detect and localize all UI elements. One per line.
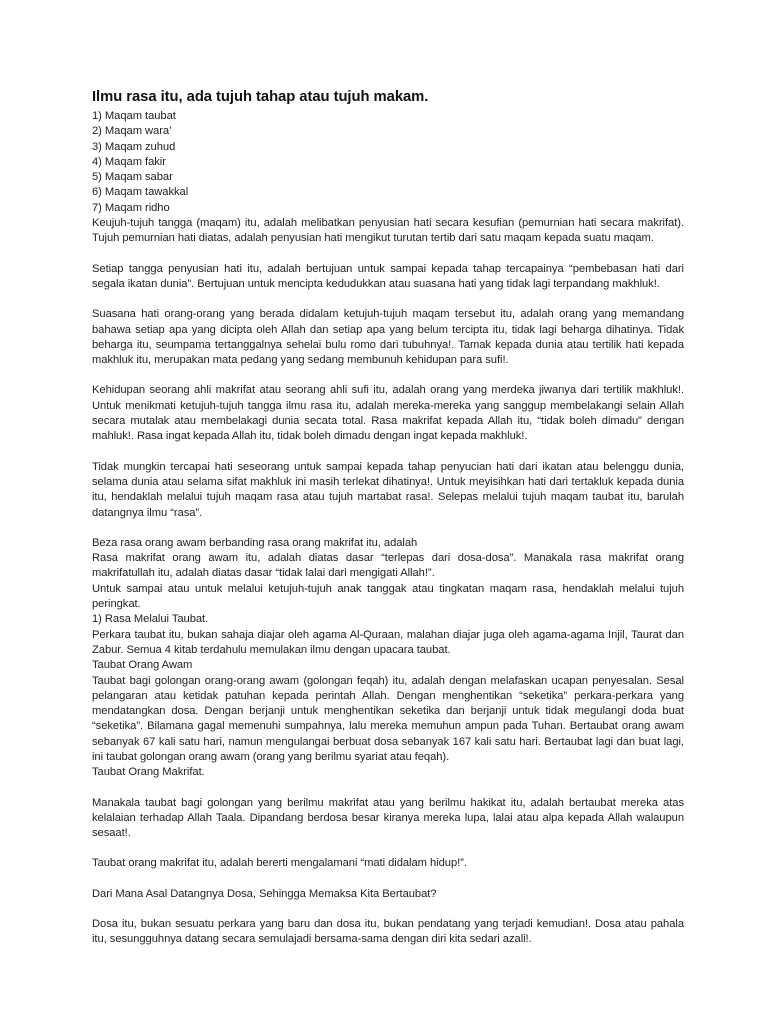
maqam-list — [92, 109, 684, 216]
heading-taubat-makrifat: Taubat Orang Makrifat. — [92, 766, 205, 779]
makrifat-meaning-paragraph: Taubat orang makrifat itu, adalah bererti mengalamani “mati didalam hidup!”. — [92, 857, 467, 870]
taubat-awam-paragraph: Taubat bagi golongan orang-orang awam (golongan feqah) itu, adalah dengan melafaskan ucapan penyesalan. Sesal pelangaran atau ketidak patuhan kepada perintah Allah. Dengan menghentikan “seketika” perkara-perkara yang mendatangkan dosa. Dengan berjanji untuk menghentikan seketika dan berjanji untuk tidak megulangi doda buat “seketika”. Bilamana gagal memenuhi sumpahnya, lalu mereka memuhun ampun pada Tuhan. Bertaubat orang awam sebanyak 67 kali satu hari, namun mengulangai berbuat dosa sebanyak 167 kali satu hari. Bertaubat lagi dan buat lagi, ini taubat golongan orang awam (orang yang berilmu syariat atau feqah). — [92, 674, 684, 763]
maqam-list-item: 3) Maqam zuhud — [92, 140, 176, 153]
page-title: Ilmu rasa itu, ada tujuh tahap atau tujuh makam. — [92, 89, 429, 105]
heading-taubat-awam: Taubat Orang Awam — [92, 659, 193, 672]
taubat-paragraph: Perkara taubat itu, bukan sahaja diajar oleh agama Al-Quraan, malahan diajar juga oleh agama-agama Injil, Taurat dan Zabur. Semua 4 kitab terdahulu memulakan ilmu dengan upacara taubat. — [92, 628, 684, 656]
taubat-makrifat-paragraph: Manakala taubat bagi golongan yang berilmu makrifat atau yang berilmu hakikat itu, adalah bertaubat mereka atas kelalaian terhadap Allah Taala. Dipandang berdosa besar kiranya mereka lupa, lalai atau alpa kepada Allah walaupun sesaat!. — [92, 796, 684, 840]
maqam-list-item: 4) Maqam fakir — [92, 155, 166, 168]
heading-rasa-taubat: 1) Rasa Melalui Taubat. — [92, 613, 209, 626]
question-heading: Dari Mana Asal Datangnya Dosa, Sehingga Memaksa Kita Bertaubat? — [92, 887, 437, 900]
comparison-paragraph: Rasa makrifat orang awam itu, adalah diatas dasar “terlepas dari dosa-dosa”. Manakala rasa makrifat orang makrifatullah itu, adalah diatas dasar “tidak lalai dari mengigati Allah!”. — [92, 552, 684, 580]
paragraph-keujuh-tujuh: Keujuh-tujuh tangga (maqam) itu, adalah melibatkan penyusian hati secara kesufian (pemurnian hati secara makrifat). Tujuh pemurnian hati diatas, adalah penyusian hati mengikut turutan tertib dari satu maqam kepada suatu maqam. — [92, 217, 684, 245]
maqam-list-item: 5) Maqam sabar — [92, 171, 173, 184]
maqam-list-item: 7) Maqam ridho — [92, 201, 170, 214]
maqam-list-item: 1) Maqam taubat — [92, 110, 176, 122]
paragraph-suasana-hati: Suasana hati orang-orang yang berada didalam ketujuh-tujuh maqam tersebut itu, adalah orang yang memandang bahawa setiap apa yang dicipta oleh Allah dan setiap apa yang belum tercipta itu, tidak lagi beharga dihatinya. Tidak beharga itu, seumpama tertanggalnya sehelai bulu romo dari tubuhnya!. Tamak kepada dunia atau tertilik hati kepada makhluk itu, merupakan mata pedang yang sedang membunuh kehidupan para sufi!. — [92, 308, 684, 367]
instruction-paragraph: Untuk sampai atau untuk melalui ketujuh-tujuh anak tanggak atau tingkatan maqam rasa, hendaklah melalui tujuh peringkat. — [92, 582, 684, 611]
section-intro: Beza rasa orang awam berbanding rasa orang makrifat itu, adalah — [92, 536, 418, 549]
maqam-list-item: 6) Maqam tawakkal — [92, 186, 189, 199]
answer-paragraph: Dosa itu, bukan sesuatu perkara yang baru dan dosa itu, bukan pendatang yang terjadi kemudian!. Dosa atau pahala itu, sesungguhnya datang secara semulajadi bersama-sama dengan diri kita sedari azali!. — [92, 918, 684, 946]
paragraph-setiap-tangga: Setiap tangga penyusian hati itu, adalah bertujuan untuk sampai kepada tahap tercapainya “pembebasan hati dari segala ikatan dunia”. Bertujuan untuk mencipta kedudukkan atau suasana hati yang tidak lagi terpandang makhluk!. — [92, 262, 684, 290]
paragraph-tidak-mungkin: Tidak mungkin tercapai hati seseorang untuk sampai kepada tahap penyucian hati dari ikatan atau belenggu dunia, selama dunia atau selama sifat makhluk ini masih terlekat dihatinya!. Untuk meyisihkan hati dari tertakluk kepada dunia itu, hendaklah melalui tujuh maqam rasa atau tujuh martabat rasa!. Selepas melalui tujuh maqam taubat itu, barulah datangnya ilmu “rasa”. — [92, 460, 684, 519]
paragraph-kehidupan: Kehidupan seorang ahli makrifat atau seorang ahli sufi itu, adalah orang yang merdeka jiwanya dari tertilik makhluk!. Untuk menikmati ketujuh-tujuh tangga ilmu rasa itu, adalah mereka-mereka yang sanggup membelakangi selain Allah secara mutalak atau membelakagi dunia secata total. Rasa makrifat kepada Allah itu, “tidak boleh dimadu” dengan mahluk!. Rasa ingat kepada Allah itu, tidak boleh dimadu dengan ingat kepada makhluk!. — [92, 384, 684, 443]
maqam-list-item: 2) Maqam wara’ — [92, 125, 172, 138]
